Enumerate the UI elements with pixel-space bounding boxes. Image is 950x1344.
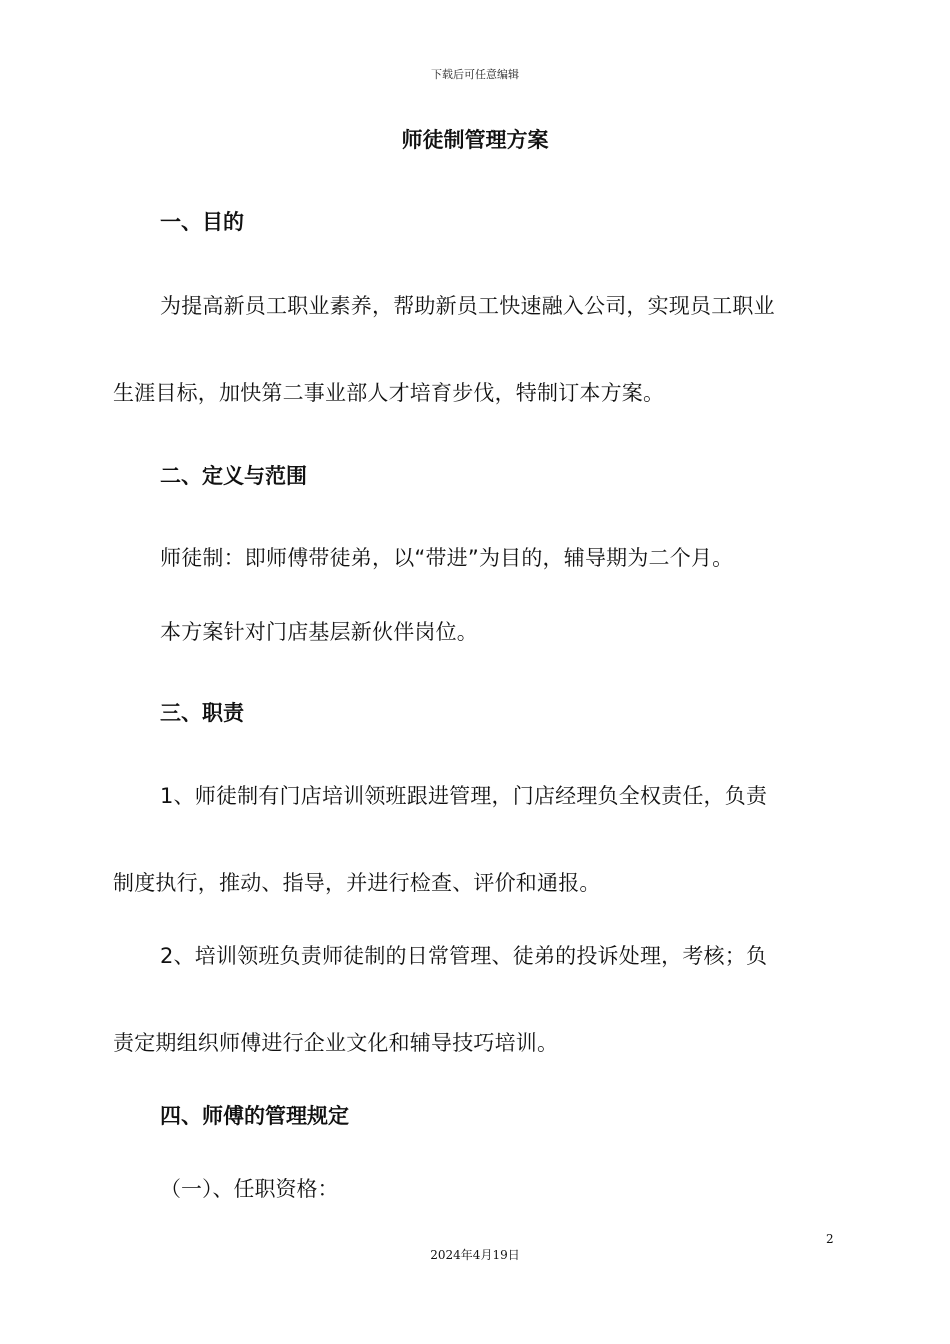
footer-date: 2024年4月19日 (430, 1248, 520, 1262)
subsection-heading: （一）、任职资格： (160, 1177, 339, 1201)
paragraph-line: 为提高新员工职业素养，帮助新员工快速融入公司，实现员工职业 (160, 294, 775, 318)
section-heading-mentor-rules: 四、师傅的管理规定 (160, 1104, 349, 1128)
paragraph-line: 师徒制：即师傅带徒弟，以“带进”为目的，辅导期为二个月。 (160, 546, 734, 570)
paragraph-line: 2、培训领班负责师徒制的日常管理、徒弟的投诉处理，考核；负 (160, 944, 768, 968)
paragraph-line: 生涯目标，加快第二事业部人才培育步伐，特制订本方案。 (113, 381, 665, 405)
paragraph-line: 责定期组织师傅进行企业文化和辅导技巧培训。 (113, 1031, 559, 1055)
document-title: 师徒制管理方案 (401, 128, 549, 152)
section-heading-definition-scope: 二、定义与范围 (160, 464, 307, 488)
section-heading-responsibilities: 三、职责 (160, 701, 244, 725)
paragraph-line: 1、师徒制有门店培训领班跟进管理，门店经理负全权责任，负责 (160, 784, 768, 808)
paragraph-line: 本方案针对门店基层新伙伴岗位。 (160, 620, 478, 644)
paragraph-line: 制度执行，推动、指导，并进行检查、评价和通报。 (113, 871, 601, 895)
page-number: 2 (826, 1232, 834, 1246)
section-heading-purpose: 一、目的 (160, 210, 244, 234)
header-note: 下载后可任意编辑 (431, 68, 519, 81)
